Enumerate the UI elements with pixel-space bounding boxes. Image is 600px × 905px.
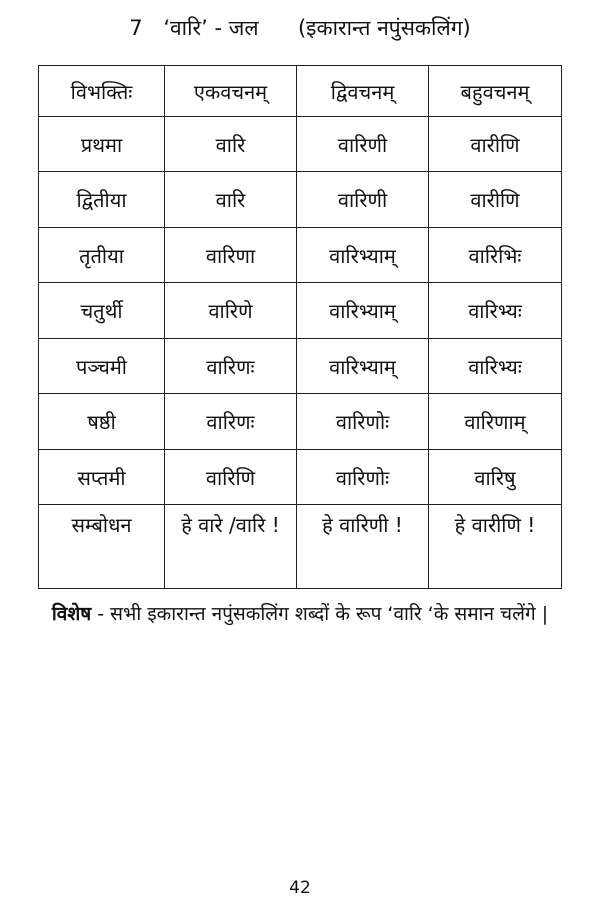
dual-form: वारिणोः xyxy=(297,449,429,504)
singular-form: वारिणा xyxy=(165,227,297,282)
case-name: प्रथमा xyxy=(39,117,165,172)
column-header-dual: द्विवचनम् xyxy=(297,66,429,117)
singular-form: वारिणे xyxy=(165,283,297,338)
plural-form: वारिभ्यः xyxy=(429,338,562,393)
case-name: द्वितीया xyxy=(39,172,165,227)
table-row xyxy=(39,283,562,338)
plural-form: वारीणि xyxy=(429,117,562,172)
singular-form: वारिणः xyxy=(165,338,297,393)
heading-category: (इकारान्त ‍नपुंसकलिंग) xyxy=(297,16,471,40)
declension-table xyxy=(38,65,562,589)
plural-form: वारिणाम् xyxy=(429,394,562,449)
plural-form: वारिभ्यः xyxy=(429,283,562,338)
singular-form: वारि xyxy=(165,172,297,227)
note-text: - सभी इकारान्त नपुंसकलिंग शब्दों के रूप ‘वारि ‘के समान चलेंगे | xyxy=(91,603,549,625)
dual-form: हे वारिणी ! xyxy=(297,505,429,589)
case-name: तृतीया xyxy=(39,227,165,282)
case-name: पञ्चमी xyxy=(39,338,165,393)
singular-form: वारिणि xyxy=(165,449,297,504)
table-row xyxy=(39,117,562,172)
table-row xyxy=(39,338,562,393)
plural-form: वारिषु xyxy=(429,449,562,504)
plural-form: वारीणि xyxy=(429,172,562,227)
plural-form: हे वारीणि ! xyxy=(429,505,562,589)
plural-form: वारिभिः xyxy=(429,227,562,282)
case-name: षष्ठी xyxy=(39,394,165,449)
column-header-case: विभक्तिः xyxy=(39,66,165,117)
singular-form: वारिणः xyxy=(165,394,297,449)
page-heading xyxy=(0,14,600,42)
table-header-row xyxy=(39,66,562,117)
note-label: विशेष xyxy=(51,603,92,625)
case-name: चतुर्थी xyxy=(39,283,165,338)
dual-form: वारिभ्याम् xyxy=(297,227,429,282)
special-note xyxy=(30,596,570,632)
column-header-singular: एकवचनम् xyxy=(165,66,297,117)
singular-form: वारि xyxy=(165,117,297,172)
lesson-number: 7 xyxy=(129,16,143,40)
dual-form: वारिभ्याम् xyxy=(297,283,429,338)
dual-form: वारिणोः xyxy=(297,394,429,449)
case-name: सप्तमी xyxy=(39,449,165,504)
table-row xyxy=(39,449,562,504)
dual-form: वारिणी xyxy=(297,117,429,172)
heading-word: ‘वारि’ - जल xyxy=(163,16,259,40)
column-header-plural: बहुवचनम् xyxy=(429,66,562,117)
dual-form: वारिभ्याम् xyxy=(297,338,429,393)
table-row xyxy=(39,394,562,449)
singular-form: हे वारे /वारि ! xyxy=(165,505,297,589)
table-row xyxy=(39,172,562,227)
case-name: सम्बोधन xyxy=(39,505,165,589)
page-number: 42 xyxy=(289,878,311,898)
dual-form: वारिणी xyxy=(297,172,429,227)
table-row xyxy=(39,227,562,282)
table-row xyxy=(39,505,562,589)
